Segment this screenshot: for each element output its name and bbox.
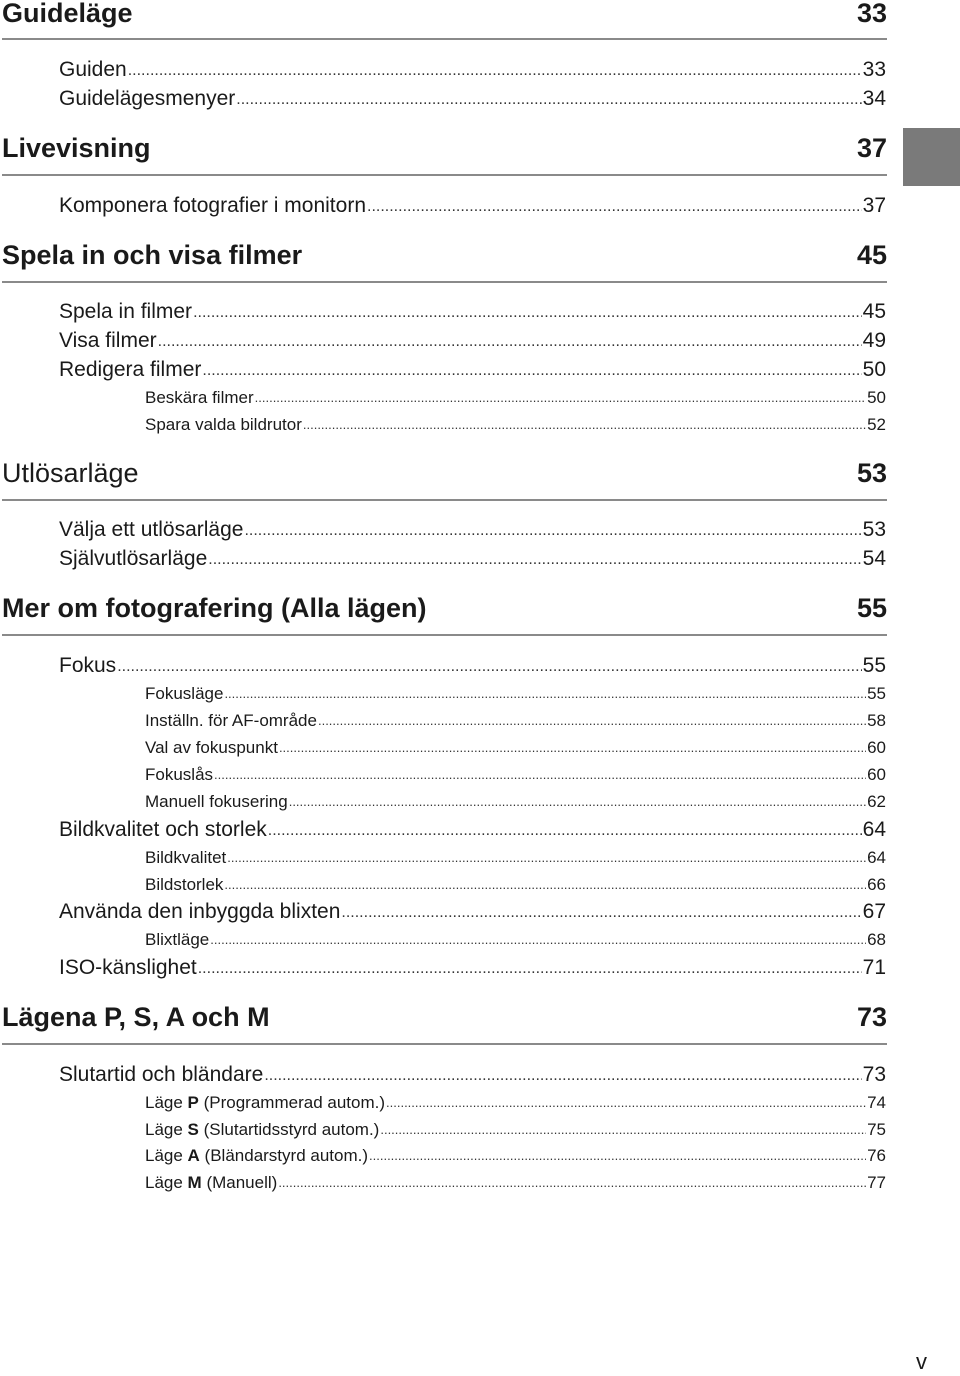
entry-page: 60 (867, 765, 886, 784)
entry-title: Fokusläge (145, 684, 224, 703)
entry-title: Välja ett utlösarläge (59, 518, 244, 541)
section-divider (2, 174, 887, 176)
section-heading[interactable] (2, 132, 887, 164)
section-heading[interactable] (2, 592, 887, 624)
section-title: Spela in och visa filmer (2, 240, 303, 270)
leader-dots (208, 545, 861, 573)
entry-page: 62 (867, 792, 886, 811)
entry-page: 49 (862, 329, 886, 352)
entry-title (145, 1172, 277, 1194)
entry-title: Använda den inbyggda blixten (59, 900, 341, 923)
toc-subentry[interactable] (145, 791, 886, 814)
section-divider (2, 499, 887, 501)
mode-letter: S (187, 1120, 199, 1139)
entry-title: Inställn. för AF-område (145, 711, 317, 730)
section-title: Mer om fotografering (Alla lägen) (2, 593, 427, 623)
entry-page: 66 (867, 875, 886, 894)
entry-page: 55 (867, 684, 886, 703)
toc-entry[interactable] (59, 653, 886, 681)
entry-title: Spela in filmer (59, 300, 193, 323)
section-title: Lägena P, S, A och M (2, 1002, 270, 1032)
entry-title (145, 1092, 385, 1114)
section-page: 37 (856, 133, 887, 163)
leader-dots (214, 763, 866, 786)
leader-dots (193, 298, 862, 326)
entry-title: Bildkvalitet (145, 848, 227, 867)
entry-page: 45 (862, 300, 886, 323)
leader-dots (278, 1171, 866, 1194)
entry-title: Blixtläge (145, 930, 210, 949)
entry-page: 75 (867, 1120, 886, 1139)
toc-subentry[interactable] (145, 1145, 886, 1168)
entry-prefix: Läge (145, 1146, 188, 1165)
leader-dots (289, 790, 866, 813)
entry-prefix: Läge (145, 1120, 188, 1139)
section-page: 55 (856, 593, 887, 623)
toc-entry[interactable] (59, 899, 886, 927)
entry-page: 74 (867, 1093, 886, 1112)
mode-letter: P (187, 1093, 199, 1112)
section-divider (2, 38, 887, 40)
section-divider (2, 281, 887, 283)
entry-title: Självutlösarläge (59, 547, 208, 570)
leader-dots (128, 56, 862, 84)
toc-subentry[interactable] (145, 414, 886, 437)
toc-subentry[interactable] (145, 874, 886, 897)
mode-letter: A (187, 1146, 200, 1165)
leader-dots (268, 816, 862, 844)
entry-page: 60 (867, 738, 886, 757)
section-title: Guideläge (2, 0, 133, 28)
leader-dots (198, 954, 862, 982)
entry-page: 76 (867, 1146, 886, 1165)
entry-title: Bildstorlek (145, 875, 224, 894)
section-heading[interactable] (2, 0, 887, 29)
toc-subentry[interactable] (145, 847, 886, 870)
entry-title: ISO-känslighet (59, 956, 197, 979)
entry-page: 71 (862, 956, 886, 979)
toc-subentry[interactable] (145, 710, 886, 733)
toc-entry[interactable] (59, 193, 886, 221)
entry-page: 68 (867, 930, 886, 949)
entry-title: Komponera fotografier i monitorn (59, 194, 366, 217)
entry-title (145, 1119, 379, 1141)
entry-suffix: (Slutartidsstyrd autom.) (198, 1120, 380, 1139)
toc-entry[interactable] (59, 328, 886, 356)
leader-dots (303, 413, 866, 436)
entry-title: Redigera filmer (59, 358, 202, 381)
section-divider (2, 1043, 887, 1045)
entry-title: Bildkvalitet och storlek (59, 818, 267, 841)
entry-suffix: (Bländarstyrd autom.) (199, 1146, 369, 1165)
leader-dots (318, 709, 866, 732)
toc-entry[interactable] (59, 357, 886, 385)
leader-dots (279, 736, 866, 759)
entry-page: 37 (862, 194, 886, 217)
entry-title: Slutartid och bländare (59, 1063, 264, 1086)
toc-subentry[interactable] (145, 1119, 886, 1142)
entry-page: 53 (862, 518, 886, 541)
entry-page: 73 (862, 1063, 886, 1086)
entry-suffix: (Programmerad autom.) (198, 1093, 386, 1112)
section-title: Utlösarläge (2, 458, 139, 488)
leader-dots (224, 873, 866, 896)
toc-entry[interactable] (59, 1062, 886, 1090)
leader-dots (264, 1061, 861, 1089)
entry-page: 54 (862, 547, 886, 570)
section-heading[interactable] (2, 457, 887, 489)
entry-page: 67 (862, 900, 886, 923)
leader-dots (255, 386, 866, 409)
entry-page: 50 (867, 388, 886, 407)
section-title: Livevisning (2, 133, 151, 163)
leader-dots (386, 1091, 866, 1114)
entry-page: 34 (862, 87, 886, 110)
toc-subentry[interactable] (145, 737, 886, 760)
toc-subentry[interactable] (145, 929, 886, 952)
entry-title: Guidelägesmenyer (59, 87, 236, 110)
entry-title: Guiden (59, 58, 127, 81)
entry-page: 52 (867, 415, 886, 434)
leader-dots (224, 682, 866, 705)
leader-dots (236, 85, 861, 113)
entry-title: Fokuslås (145, 765, 214, 784)
toc-entry[interactable] (59, 86, 886, 114)
entry-title (145, 1145, 368, 1167)
entry-title: Val av fokuspunkt (145, 738, 278, 757)
toc-subentry[interactable] (145, 683, 886, 706)
leader-dots (210, 928, 866, 951)
section-heading[interactable] (2, 239, 887, 271)
entry-page: 77 (867, 1173, 886, 1192)
entry-page: 58 (867, 711, 886, 730)
entry-title: Visa filmer (59, 329, 157, 352)
leader-dots (227, 846, 866, 869)
toc-entry[interactable] (59, 817, 886, 845)
leader-dots (117, 652, 861, 680)
leader-dots (244, 516, 861, 544)
section-page: 53 (856, 458, 887, 488)
section-divider (2, 634, 887, 636)
leader-dots (369, 1144, 866, 1167)
entry-title: Beskära filmer (145, 388, 254, 407)
leader-dots (341, 898, 861, 926)
entry-prefix: Läge (145, 1093, 188, 1112)
entry-page: 55 (862, 654, 886, 677)
page-number: v (916, 1349, 927, 1374)
entry-title: Fokus (59, 654, 117, 677)
toc-subentry[interactable] (145, 764, 886, 787)
section-page: 45 (856, 240, 887, 270)
toc-subentry[interactable] (145, 387, 886, 410)
chapter-thumb-tab (903, 128, 960, 186)
toc-entry[interactable] (59, 299, 886, 327)
leader-dots (367, 192, 862, 220)
section-page: 73 (856, 1002, 887, 1032)
entry-title: Spara valda bildrutor (145, 415, 302, 434)
toc-entry[interactable] (59, 57, 886, 85)
entry-page: 33 (862, 58, 886, 81)
leader-dots (202, 356, 861, 384)
toc-entry[interactable] (59, 546, 886, 574)
leader-dots (380, 1118, 866, 1141)
entry-suffix: (Manuell) (201, 1173, 278, 1192)
toc-subentry[interactable] (145, 1092, 886, 1115)
entry-page: 50 (862, 358, 886, 381)
entry-page: 64 (867, 848, 886, 867)
section-page: 33 (856, 0, 887, 28)
toc-subentry[interactable] (145, 1172, 886, 1195)
entry-page: 64 (862, 818, 886, 841)
entry-title: Manuell fokusering (145, 792, 288, 811)
leader-dots (158, 327, 862, 355)
toc-entry[interactable] (59, 517, 886, 545)
entry-prefix: Läge (145, 1173, 188, 1192)
toc-entry[interactable] (59, 955, 886, 983)
section-heading[interactable] (2, 1001, 887, 1033)
mode-letter: M (187, 1173, 202, 1192)
